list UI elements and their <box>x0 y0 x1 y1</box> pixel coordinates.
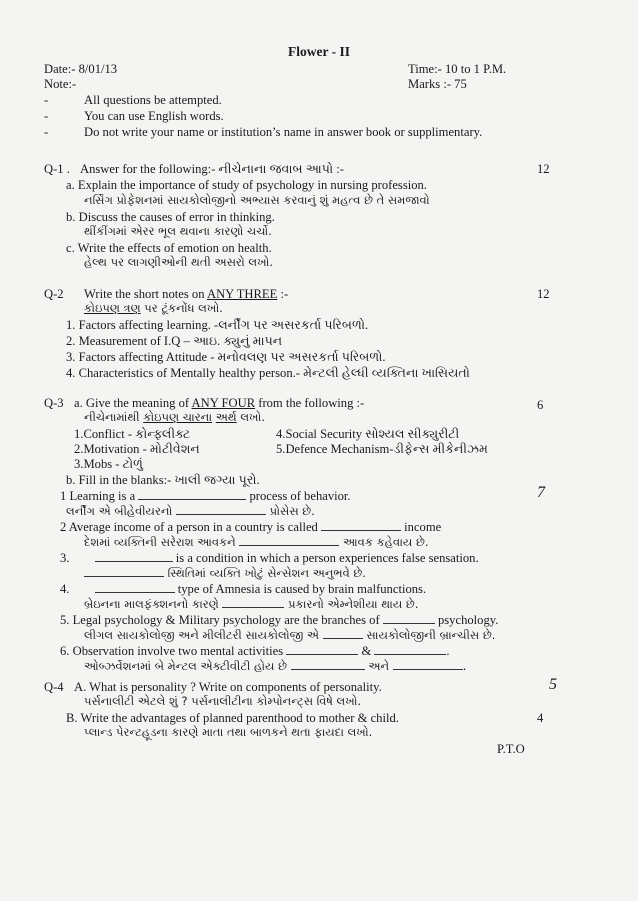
q3-term: 1.Conflict - કોન્ફ્લીક્ટ <box>74 427 191 441</box>
fill-2-blank[interactable] <box>321 520 401 531</box>
fill-6-gu-pre: ઓબ્ઝર્વેશનમાં બે મેન્ટલ એક્ટીવીટી હોય છે <box>84 659 288 673</box>
fill-1-gu-post: પ્રોસેસ છે. <box>269 504 315 518</box>
q3-b-instruction: b. Fill in the blanks:- ખાલી જગ્યા પૂરો. <box>66 473 260 487</box>
fill-3-post: is a condition in which a person experiences false sensation. <box>175 551 479 565</box>
fill-2 <box>60 520 441 534</box>
fill-6-gu-end: . <box>462 659 467 673</box>
q4-a-handwritten-marks: 5 <box>549 676 557 693</box>
fill-3-gu-post: સ્થિતિમાં વ્યક્તિ ખોટું સેન્સેશન અનુભવે છે. <box>167 566 366 580</box>
q2-instruction <box>84 287 288 301</box>
fill-6 <box>60 644 450 658</box>
fill-3-gujarati <box>84 566 366 580</box>
q2-item: 1. Factors affecting learning. -લર્નીંગ પર અસરકર્તા પરિબળો. <box>66 318 369 332</box>
q4-a-gujarati: પર્સનાલીટી એટલે શું ? પર્સનાલીટીના કોમ્પોનન્ટ્સ વિષે લખો. <box>84 694 362 708</box>
fill-5-pre: 5. Legal psychology & Military psychology are the branches of <box>60 613 380 627</box>
q1-marks: 12 <box>537 162 550 176</box>
q3-term: 3.Mobs - ટોળું <box>74 457 143 471</box>
q2-gujarati-any-three: કોઇપણ ત્રણ <box>84 301 141 315</box>
q1-instruction: Answer for the following:- નીચેનાના જવાબ આપો :- <box>80 162 344 176</box>
q2-label: Q-2 <box>44 287 64 301</box>
q4-b-gujarati: પ્લાન્ડ પેરન્ટહૂડના કારણે માતા તથા બાળકને થતા ફાયદા લખો. <box>84 725 373 739</box>
fill-6-gu-blank-2[interactable] <box>393 659 463 670</box>
fill-2-gu-post: આવક કહેવાય છે. <box>343 535 429 549</box>
fill-5-gu-post: સાયકોલોજીની બ્રાન્ચીસ છે. <box>366 628 496 642</box>
pto-footer: P.T.O <box>497 742 525 756</box>
q3-b-handwritten-marks: 7 <box>537 484 545 501</box>
fill-4-blank[interactable] <box>95 582 175 593</box>
fill-6-amp: & <box>361 644 372 658</box>
q3-a-gu-post: લખો. <box>240 410 265 424</box>
q1-c-gujarati: હેલ્થ પર લાગણીઓની થતી અસરો લખો. <box>84 255 274 269</box>
fill-6-pre: 6. Observation involve two mental activities <box>60 644 284 658</box>
fill-1-blank[interactable] <box>138 489 246 500</box>
fill-6-gu-and: અને <box>368 659 390 673</box>
note-item: You can use English words. <box>84 109 224 123</box>
q3-a-gujarati <box>84 411 265 424</box>
q1-b-english: b. Discuss the causes of error in thinking. <box>66 210 275 224</box>
note-dash: - <box>44 109 49 123</box>
q2-marks: 12 <box>537 287 550 301</box>
q3-a-post: from the following :- <box>258 396 365 410</box>
fill-1-gu-pre: લર્નીંગ એ બીહેવીયરનો <box>66 504 173 518</box>
q2-instruction-any-three: ANY THREE <box>206 287 278 301</box>
q3-term: 4.Social Security સોશ્યલ સીક્યુરીટી <box>276 427 460 441</box>
fill-2-pre: 2 Average income of a person in a country is called <box>60 520 318 534</box>
exam-date: Date:- 8/01/13 <box>44 62 118 76</box>
q2-instruction-pre: Write the short notes on <box>84 287 205 301</box>
q2-item: 4. Characteristics of Mentally healthy person.- મેન્ટલી હેલ્ધી વ્યક્તિના ખાસિયતો <box>66 366 470 380</box>
fill-1 <box>60 489 351 503</box>
q3-a-instruction <box>74 396 364 410</box>
fill-5-gujarati <box>84 628 495 642</box>
fill-3-gu-blank[interactable] <box>84 566 164 577</box>
q2-instruction-post: :- <box>280 287 289 301</box>
fill-6-end: . <box>446 644 450 658</box>
fill-3-num: 3. <box>60 551 70 565</box>
q1-b-gujarati: થીંકીંગમાં એરર ભૂલ થવાના કારણો ચર્ચો. <box>84 224 272 238</box>
q1-a-gujarati: નર્સિંગ પ્રોફેશનમાં સાયકોલોજીનો અભ્યાસ કરવાનું શું મહત્વ છે તે સમજાવો <box>84 193 430 207</box>
q3-term: 5.Defence Mechanism-ડીફેન્સ મીકેનીઝમ <box>276 442 488 456</box>
paper-title: Flower - II <box>288 44 350 59</box>
fill-1-post: process of behavior. <box>249 489 351 503</box>
q1-c-english: c. Write the effects of emotion on health. <box>66 241 272 255</box>
q3-a-any-four: ANY FOUR <box>191 396 256 410</box>
q1-a-english: a. Explain the importance of study of psychology in nursing profession. <box>66 178 427 192</box>
fill-1-pre: 1 Learning is a <box>60 489 136 503</box>
fill-4-num: 4. <box>60 582 70 596</box>
fill-2-post: income <box>404 520 442 534</box>
fill-6-gujarati <box>84 659 466 673</box>
fill-5-post: psychology. <box>437 613 499 627</box>
fill-4-gu-pre: બ્રેઇનના માલફંક્શનનો કારણે <box>84 597 219 611</box>
note-dash: - <box>44 125 49 139</box>
fill-6-blank-2[interactable] <box>374 644 446 655</box>
fill-3-blank[interactable] <box>95 551 173 562</box>
fill-2-gujarati <box>84 535 429 549</box>
fill-1-gujarati <box>66 504 315 518</box>
note-label: Note:- <box>44 77 77 91</box>
exam-time: Time:- 10 to 1 P.M. <box>408 62 507 76</box>
q1-label: Q-1 . <box>44 162 70 176</box>
fill-2-gu-blank[interactable] <box>239 535 339 546</box>
fill-5-gu-blank[interactable] <box>323 628 363 639</box>
q3-a-gu-pre: નીચેનામાંથી <box>84 410 140 424</box>
fill-5 <box>60 613 498 627</box>
fill-6-blank-1[interactable] <box>286 644 358 655</box>
note-item: All questions be attempted. <box>84 93 222 107</box>
fill-2-gu-pre: દેશમાં વ્યક્તિની સરેરાશ આવકને <box>84 535 236 549</box>
q4-b-english: B. Write the advantages of planned parenthood to mother & child. <box>66 711 399 725</box>
fill-3 <box>60 551 479 565</box>
q3-term: 2.Motivation - મોટીવેશન <box>74 442 200 456</box>
q2-gujarati-rest: પર ટૂંકનોંધ લખો. <box>144 301 223 315</box>
q2-gujarati-instruction <box>84 302 223 315</box>
q4-b-marks: 4 <box>537 711 544 725</box>
q4-a-english: A. What is personality ? Write on components of personality. <box>74 680 382 694</box>
fill-4-gujarati <box>84 597 418 611</box>
q2-item: 2. Measurement of I.Q – આઇ. ક્યુનું માપન <box>66 334 283 348</box>
fill-1-gu-blank[interactable] <box>176 504 266 515</box>
q3-a-marks: 6 <box>537 398 544 412</box>
q3-a-gu-any-four: કોઇપણ ચારના <box>143 410 213 424</box>
fill-4-gu-blank[interactable] <box>222 597 284 608</box>
q3-label: Q-3 <box>44 396 64 410</box>
note-dash: - <box>44 93 49 107</box>
q2-item: 3. Factors affecting Attitude - મનોવલણ પર અસરકર્તા પરિબળો. <box>66 350 386 364</box>
q4-label: Q-4 <box>44 680 64 694</box>
fill-4 <box>60 582 426 596</box>
note-item: Do not write your name or institution’s name in answer book or supplimentary. <box>84 125 483 139</box>
q3-a-gu-meaning: અર્થ <box>215 410 237 424</box>
q3-a-pre: a. Give the meaning of <box>74 396 190 410</box>
fill-5-blank[interactable] <box>383 613 435 624</box>
fill-4-post: type of Amnesia is caused by brain malfunctions. <box>177 582 427 596</box>
fill-5-gu-pre: લીગલ સાયકોલોજી અને મીલીટરી સાયકોલોજી એ <box>84 628 320 642</box>
total-marks: Marks :- 75 <box>408 77 467 91</box>
fill-4-gu-post: પ્રકારનો એમ્નેશીયા થાય છે. <box>288 597 419 611</box>
fill-6-gu-blank-1[interactable] <box>291 659 365 670</box>
